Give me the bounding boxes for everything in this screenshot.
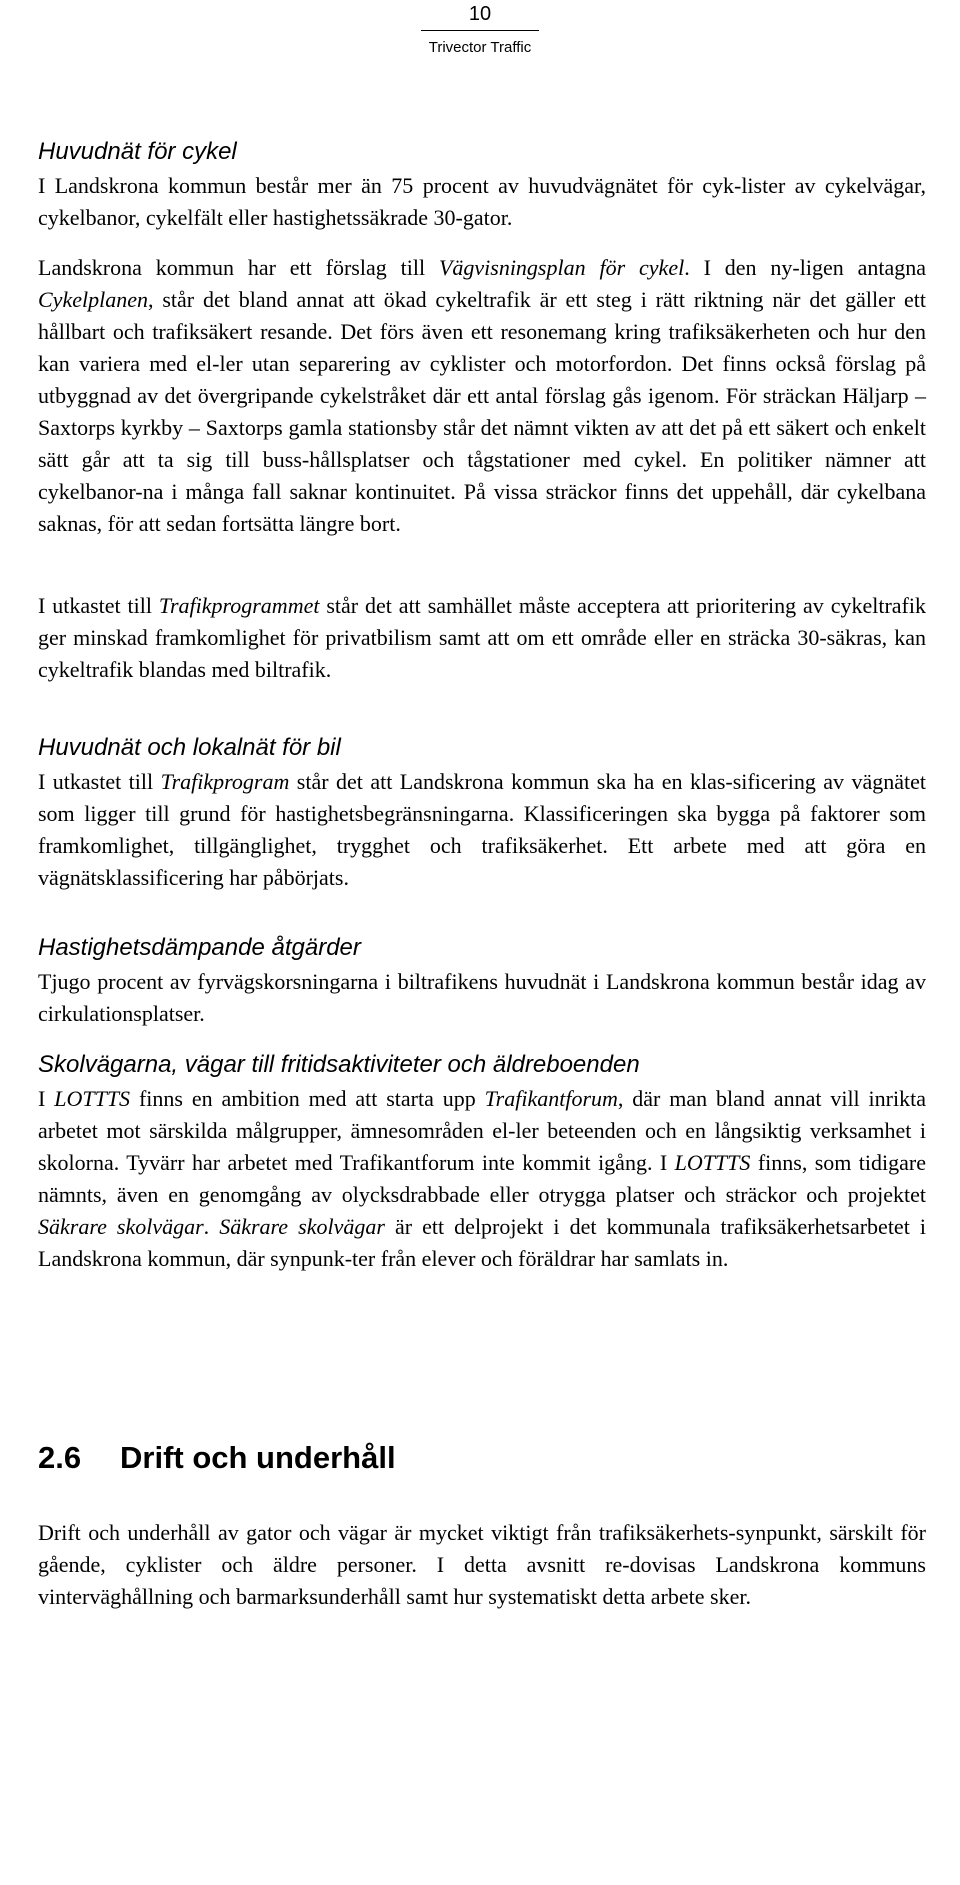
text-run: finns, som tidigare nämnts, även en genomgång av olycksdrabbade eller otrygga platser och sträckor och projektet [38,1150,926,1207]
text-run: står det att samhället måste acceptera att prioritering av cykeltrafik ger minskad framkomlighet för privatbilism samt att om ett område eller en sträcka 30-säkras, kan cykeltrafik blandas med biltrafik. [38,593,926,682]
text-run: står det att Landskrona kommun ska ha en klas-sificering av vägnätet som ligger till grund för hastighetsbegränsningarna. Klassificeringen ska bygga på faktorer som framkomlighet, tillgänglighet, trygghet och trafiksäkerhet. Ett arbete med att göra en vägnätsklassificering har påbörjats. [38,769,926,890]
document-title-trafikprogrammet: Trafikprogrammet [158,593,320,618]
page-header [420,0,540,58]
section-heading-drift [38,1440,396,1476]
paragraph-cykel-1: I Landskrona kommun består mer än 75 procent av huvudvägnätet för cyk-lister av cykelvägar, cykelbanor, cykelfält eller hastighetssäkrade 30-gator. [38,173,926,230]
project-title-sakrare-skolvagar: Säkrare skolvägar [219,1214,385,1239]
document-title-cykelplanen: Cykelplanen [38,287,148,312]
document-title-lottts: LOTTTS [54,1086,131,1111]
document-title-vagvisningsplan: Vägvisningsplan för cykel [438,255,685,280]
heading-hastighetsdampande: Hastighetsdämpande åtgärder [38,934,361,961]
text-run: I [38,1086,55,1111]
text-run: , där man bland annat vill inrikta arbetet mot särskilda målgrupper, ämnesområden el-ler beteenden och en långsiktig verksamhet i skolorna. Tyvärr har arbetet med Trafikantforum inte kommit igång. I [38,1086,926,1175]
text-run: . [203,1214,220,1239]
paragraph-drift-1: Drift och underhåll av gator och vägar är mycket viktigt från trafiksäkerhets-synpunkt, särskilt för gående, cyklister och äldre personer. I detta avsnitt re-dovisas Landskrona kommuns vinterväghållning och barmarksunderhåll samt hur systematiskt detta arbete sker. [38,1520,926,1609]
header-divider [421,30,539,31]
text-run: , står det bland annat att ökad cykeltrafik är ett steg i rätt riktning när det gäller ett hållbart och trafiksäkert resande. Det förs även ett resonemang kring trafiksäkerheten och hur den kan variera med el-ler utan separering av cyklister och motorfordon. Det finns också förslag på utbyggnad av det övergripande cykelstråket där ett antal förslag gås igenom. För sträckan Häljarp – Saxtorps kyrkby – Saxtorps gamla stationsby står det nämnt vikten av att det på ett säkert och enkelt sätt går att ta sig till buss-hållsplatser och tågstationer med cykel. En politiker nämner att cykelbanor-na i många fall saknar kontinuitet. På vissa sträckor finns det uppehåll, där cykelbana saknas, för att sedan fortsätta längre bort. [38,287,926,536]
text-run: I utkastet till [38,593,159,618]
section-title: Drift och underhåll [120,1440,396,1475]
running-title: Trivector Traffic [428,39,532,56]
text-run: I utkastet till [38,769,161,794]
paragraph-cykel-3 [38,590,926,686]
project-title-sakrare-skolvagar: Säkrare skolvägar [38,1214,204,1239]
text-run: är ett delprojekt i det kommunala trafiksäkerhetsarbetet i Landskrona kommun, där synpunk-ter från elever och föräldrar har samlats in. [38,1214,926,1271]
paragraph-hastighet-1: Tjugo procent av fyrvägskorsningarna i biltrafikens huvudnät i Landskrona kommun består idag av cirkulationsplatser. [38,969,926,1026]
paragraph-cykel-2 [38,252,926,540]
heading-huvudnat-bil: Huvudnät och lokalnät för bil [38,734,341,761]
document-title-lottts: LOTTTS [674,1150,751,1175]
paragraph-bil-1 [38,766,926,894]
text-run: finns en ambition med att starta upp [130,1086,485,1111]
section-number: 2.6 [38,1440,82,1475]
heading-skolvagarna: Skolvägarna, vägar till fritidsaktiviteter och äldreboenden [38,1051,640,1078]
document-title-trafikprogram: Trafikprogram [160,769,290,794]
project-title-trafikantforum: Trafikantforum [484,1086,618,1111]
paragraph-skolvagar-1 [38,1083,926,1275]
text-run: . I den ny-ligen antagna [684,255,927,280]
heading-huvudnat-cykel: Huvudnät för cykel [38,138,237,165]
text-run: Landskrona kommun har ett förslag till [38,255,439,280]
page-number: 10 [468,3,492,25]
